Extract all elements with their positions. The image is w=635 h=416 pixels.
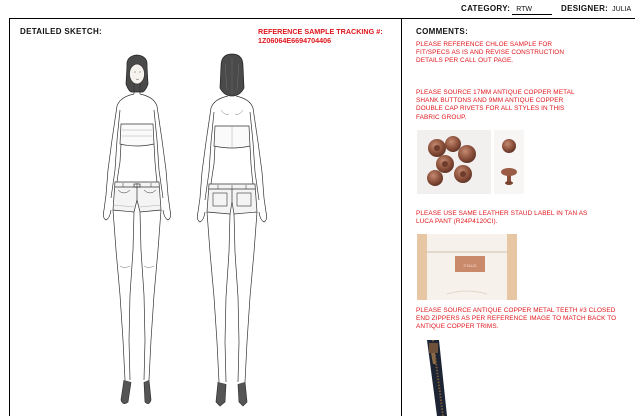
tracking-number: 1Z06064E6694704406 <box>258 36 332 45</box>
back-view-sketch <box>185 50 280 416</box>
copper-buttons-image <box>417 130 491 194</box>
comment-note-1: PLEASE REFERENCE CHLOE SAMPLE FOR FIT/SPECS AS IS AND REVISE CONSTRUCTION DETAILS PER CALL OUT PAGE. <box>416 41 565 65</box>
category-value: RTW <box>516 6 533 13</box>
designer-value: JULIA <box>612 6 632 13</box>
category-field <box>461 4 532 13</box>
column-divider <box>401 18 402 416</box>
comments-title: COMMENTS: <box>416 27 469 36</box>
sketch-title: DETAILED SKETCH: <box>20 27 102 36</box>
designer-label: DESIGNER: <box>561 4 609 13</box>
copper-rivets-image <box>494 130 524 194</box>
label-logo-text: STAUD <box>463 263 477 268</box>
tracking-block <box>258 27 383 45</box>
header-bar <box>0 0 635 18</box>
category-underline <box>512 14 552 15</box>
comment-note-4: PLEASE SOURCE ANTIQUE COPPER METAL TEETH #3 CLOSED END ZIPPERS AS PER REFERENCE IMAGE TO MATCH BACK TO ANTIQUE COPPER TRIMS. <box>416 307 617 331</box>
comment-note-2: PLEASE SOURCE 17MM ANTIQUE COPPER METAL SHANK BUTTONS AND 9MM ANTIQUE COPPER DOUBLE CAP RIVETS FOR ALL STYLES IN THIS FABRIC GROUP. <box>416 89 575 121</box>
zipper-image <box>417 340 455 416</box>
category-label: CATEGORY: <box>461 4 511 13</box>
tracking-label: REFERENCE SAMPLE TRACKING #: <box>258 27 383 36</box>
comment-note-3: PLEASE USE SAME LEATHER STAUD LABEL IN TAN AS LUCA PANT (R24P4120CI). <box>416 210 588 226</box>
designer-field <box>561 4 631 13</box>
leather-label-image <box>417 234 517 300</box>
front-view-sketch <box>90 50 185 416</box>
